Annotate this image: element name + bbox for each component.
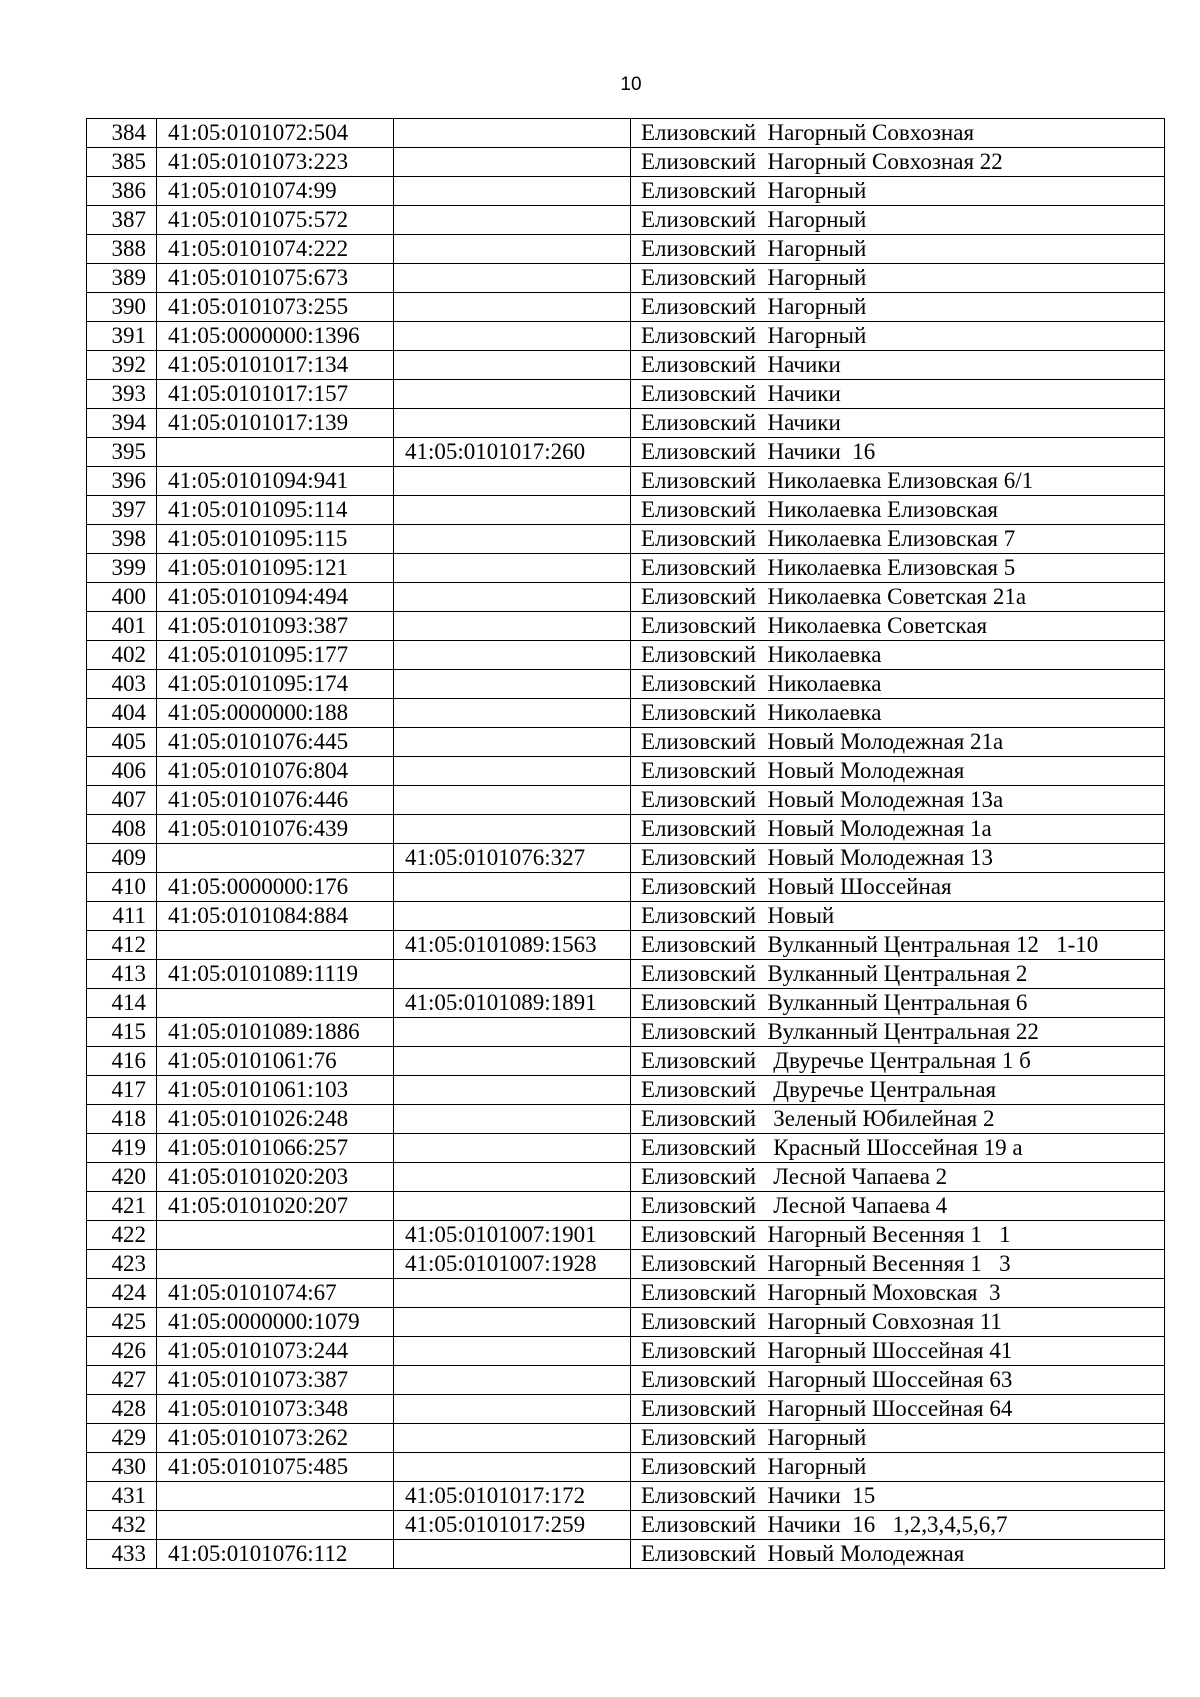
row-number-cell: 413 bbox=[87, 960, 157, 989]
cadastral-number-cell bbox=[157, 989, 394, 1018]
table-row bbox=[87, 380, 1165, 409]
building-cadastral-number-cell bbox=[394, 1395, 631, 1424]
address-cell: Елизовский Новый Молодежная 13а bbox=[631, 786, 1165, 815]
row-number-cell: 396 bbox=[87, 467, 157, 496]
row-number-cell: 416 bbox=[87, 1047, 157, 1076]
row-number-cell: 412 bbox=[87, 931, 157, 960]
cadastral-number-cell: 41:05:0101076:446 bbox=[157, 786, 394, 815]
table-row bbox=[87, 264, 1165, 293]
building-cadastral-number-cell bbox=[394, 670, 631, 699]
cadastral-number-cell bbox=[157, 1482, 394, 1511]
building-cadastral-number-cell: 41:05:0101007:1901 bbox=[394, 1221, 631, 1250]
row-number-cell: 415 bbox=[87, 1018, 157, 1047]
row-number-cell: 400 bbox=[87, 583, 157, 612]
row-number-cell: 409 bbox=[87, 844, 157, 873]
table-row bbox=[87, 931, 1165, 960]
cadastral-number-cell: 41:05:0101076:445 bbox=[157, 728, 394, 757]
address-cell: Елизовский Нагорный Совхозная 11 bbox=[631, 1308, 1165, 1337]
row-number-cell: 414 bbox=[87, 989, 157, 1018]
address-cell: Елизовский Новый Шоссейная bbox=[631, 873, 1165, 902]
row-number-cell: 421 bbox=[87, 1192, 157, 1221]
cadastral-number-cell: 41:05:0101095:177 bbox=[157, 641, 394, 670]
cadastral-number-cell: 41:05:0101095:174 bbox=[157, 670, 394, 699]
address-cell: Елизовский Николаевка Елизовская 5 bbox=[631, 554, 1165, 583]
building-cadastral-number-cell bbox=[394, 1540, 631, 1569]
address-cell: Елизовский Николаевка Елизовская bbox=[631, 496, 1165, 525]
cadastral-number-cell: 41:05:0101073:387 bbox=[157, 1366, 394, 1395]
building-cadastral-number-cell bbox=[394, 206, 631, 235]
cadastral-number-cell: 41:05:0101084:884 bbox=[157, 902, 394, 931]
row-number-cell: 401 bbox=[87, 612, 157, 641]
row-number-cell: 389 bbox=[87, 264, 157, 293]
building-cadastral-number-cell: 41:05:0101076:327 bbox=[394, 844, 631, 873]
cadastral-number-cell: 41:05:0101075:485 bbox=[157, 1453, 394, 1482]
row-number-cell: 384 bbox=[87, 119, 157, 148]
building-cadastral-number-cell: 41:05:0101089:1891 bbox=[394, 989, 631, 1018]
address-cell: Елизовский Новый Молодежная bbox=[631, 1540, 1165, 1569]
row-number-cell: 418 bbox=[87, 1105, 157, 1134]
building-cadastral-number-cell bbox=[394, 1076, 631, 1105]
address-cell: Елизовский Двуречье Центральная bbox=[631, 1076, 1165, 1105]
cadastral-number-cell: 41:05:0101017:157 bbox=[157, 380, 394, 409]
table-row bbox=[87, 554, 1165, 583]
cadastral-number-cell: 41:05:0101095:121 bbox=[157, 554, 394, 583]
building-cadastral-number-cell bbox=[394, 525, 631, 554]
address-cell: Елизовский Нагорный Шоссейная 63 bbox=[631, 1366, 1165, 1395]
row-number-cell: 392 bbox=[87, 351, 157, 380]
table-row bbox=[87, 467, 1165, 496]
address-cell: Елизовский Николаевка Советская 21а bbox=[631, 583, 1165, 612]
page-number: 10 bbox=[620, 74, 642, 95]
table-row bbox=[87, 1308, 1165, 1337]
cadastral-number-cell: 41:05:0101017:134 bbox=[157, 351, 394, 380]
building-cadastral-number-cell bbox=[394, 1192, 631, 1221]
cadastral-number-cell: 41:05:0101076:804 bbox=[157, 757, 394, 786]
cadastral-number-cell bbox=[157, 844, 394, 873]
address-cell: Елизовский Лесной Чапаева 2 bbox=[631, 1163, 1165, 1192]
cadastral-number-cell: 41:05:0101061:103 bbox=[157, 1076, 394, 1105]
address-cell: Елизовский Зеленый Юбилейная 2 bbox=[631, 1105, 1165, 1134]
table-row bbox=[87, 525, 1165, 554]
address-cell: Елизовский Нагорный bbox=[631, 264, 1165, 293]
table-row bbox=[87, 757, 1165, 786]
cadastral-number-cell: 41:05:0101074:67 bbox=[157, 1279, 394, 1308]
building-cadastral-number-cell bbox=[394, 786, 631, 815]
row-number-cell: 430 bbox=[87, 1453, 157, 1482]
building-cadastral-number-cell bbox=[394, 554, 631, 583]
building-cadastral-number-cell bbox=[394, 409, 631, 438]
cadastral-number-cell: 41:05:0000000:176 bbox=[157, 873, 394, 902]
table-row bbox=[87, 119, 1165, 148]
cadastral-number-cell: 41:05:0101026:248 bbox=[157, 1105, 394, 1134]
building-cadastral-number-cell bbox=[394, 322, 631, 351]
cadastral-number-cell bbox=[157, 1250, 394, 1279]
building-cadastral-number-cell bbox=[394, 1424, 631, 1453]
building-cadastral-number-cell bbox=[394, 699, 631, 728]
building-cadastral-number-cell bbox=[394, 873, 631, 902]
address-cell: Елизовский Новый Молодежная 1а bbox=[631, 815, 1165, 844]
address-cell: Елизовский Нагорный bbox=[631, 293, 1165, 322]
table-row bbox=[87, 1250, 1165, 1279]
building-cadastral-number-cell bbox=[394, 148, 631, 177]
row-number-cell: 397 bbox=[87, 496, 157, 525]
address-cell: Елизовский Николаевка Елизовская 6/1 bbox=[631, 467, 1165, 496]
address-cell: Елизовский Начики bbox=[631, 351, 1165, 380]
building-cadastral-number-cell bbox=[394, 293, 631, 322]
table-row bbox=[87, 670, 1165, 699]
address-cell: Елизовский Нагорный Весенняя 1 3 bbox=[631, 1250, 1165, 1279]
building-cadastral-number-cell bbox=[394, 1047, 631, 1076]
table-row bbox=[87, 496, 1165, 525]
cadastral-number-cell: 41:05:0101074:99 bbox=[157, 177, 394, 206]
table-row bbox=[87, 844, 1165, 873]
building-cadastral-number-cell: 41:05:0101017:172 bbox=[394, 1482, 631, 1511]
cadastral-number-cell: 41:05:0000000:188 bbox=[157, 699, 394, 728]
cadastral-number-cell: 41:05:0101093:387 bbox=[157, 612, 394, 641]
table-row bbox=[87, 177, 1165, 206]
cadastral-number-cell: 41:05:0101089:1886 bbox=[157, 1018, 394, 1047]
row-number-cell: 425 bbox=[87, 1308, 157, 1337]
building-cadastral-number-cell bbox=[394, 1163, 631, 1192]
row-number-cell: 386 bbox=[87, 177, 157, 206]
building-cadastral-number-cell bbox=[394, 612, 631, 641]
row-number-cell: 391 bbox=[87, 322, 157, 351]
cadastral-number-cell: 41:05:0101073:255 bbox=[157, 293, 394, 322]
cadastral-number-cell: 41:05:0101094:494 bbox=[157, 583, 394, 612]
row-number-cell: 393 bbox=[87, 380, 157, 409]
address-cell: Елизовский Новый Молодежная bbox=[631, 757, 1165, 786]
cadastral-number-cell: 41:05:0000000:1396 bbox=[157, 322, 394, 351]
row-number-cell: 394 bbox=[87, 409, 157, 438]
cadastral-number-cell: 41:05:0101020:203 bbox=[157, 1163, 394, 1192]
address-cell: Елизовский Нагорный bbox=[631, 1424, 1165, 1453]
row-number-cell: 395 bbox=[87, 438, 157, 467]
building-cadastral-number-cell bbox=[394, 960, 631, 989]
table-row bbox=[87, 1076, 1165, 1105]
building-cadastral-number-cell bbox=[394, 757, 631, 786]
cadastral-number-cell: 41:05:0101089:1119 bbox=[157, 960, 394, 989]
address-cell: Елизовский Нагорный Совхозная bbox=[631, 119, 1165, 148]
table-row bbox=[87, 148, 1165, 177]
table-row bbox=[87, 1221, 1165, 1250]
row-number-cell: 411 bbox=[87, 902, 157, 931]
address-cell: Елизовский Нагорный Весенняя 1 1 bbox=[631, 1221, 1165, 1250]
address-cell: Елизовский Нагорный bbox=[631, 322, 1165, 351]
address-cell: Елизовский Нагорный bbox=[631, 177, 1165, 206]
building-cadastral-number-cell bbox=[394, 583, 631, 612]
row-number-cell: 410 bbox=[87, 873, 157, 902]
building-cadastral-number-cell bbox=[394, 1134, 631, 1163]
address-cell: Елизовский Нагорный bbox=[631, 235, 1165, 264]
address-cell: Елизовский Начики 16 1,2,3,4,5,6,7 bbox=[631, 1511, 1165, 1540]
table-row bbox=[87, 699, 1165, 728]
address-cell: Елизовский Начики bbox=[631, 409, 1165, 438]
cadastral-number-cell: 41:05:0101073:262 bbox=[157, 1424, 394, 1453]
row-number-cell: 420 bbox=[87, 1163, 157, 1192]
cadastral-number-cell: 41:05:0101095:114 bbox=[157, 496, 394, 525]
registry-table bbox=[86, 118, 1165, 1569]
building-cadastral-number-cell bbox=[394, 1308, 631, 1337]
cadastral-number-cell: 41:05:0000000:1079 bbox=[157, 1308, 394, 1337]
address-cell: Елизовский Николаевка bbox=[631, 641, 1165, 670]
building-cadastral-number-cell bbox=[394, 1337, 631, 1366]
row-number-cell: 428 bbox=[87, 1395, 157, 1424]
building-cadastral-number-cell: 41:05:0101007:1928 bbox=[394, 1250, 631, 1279]
row-number-cell: 402 bbox=[87, 641, 157, 670]
address-cell: Елизовский Начики bbox=[631, 380, 1165, 409]
table-row bbox=[87, 438, 1165, 467]
cadastral-number-cell: 41:05:0101095:115 bbox=[157, 525, 394, 554]
table-row bbox=[87, 1047, 1165, 1076]
row-number-cell: 405 bbox=[87, 728, 157, 757]
address-cell: Елизовский Николаевка bbox=[631, 699, 1165, 728]
building-cadastral-number-cell bbox=[394, 1366, 631, 1395]
table-row bbox=[87, 786, 1165, 815]
cadastral-number-cell: 41:05:0101074:222 bbox=[157, 235, 394, 264]
building-cadastral-number-cell bbox=[394, 177, 631, 206]
address-cell: Елизовский Вулканный Центральная 6 bbox=[631, 989, 1165, 1018]
table-row bbox=[87, 1337, 1165, 1366]
table-row bbox=[87, 815, 1165, 844]
building-cadastral-number-cell bbox=[394, 815, 631, 844]
building-cadastral-number-cell bbox=[394, 467, 631, 496]
row-number-cell: 423 bbox=[87, 1250, 157, 1279]
cadastral-number-cell bbox=[157, 1221, 394, 1250]
table-row bbox=[87, 322, 1165, 351]
table-row bbox=[87, 1453, 1165, 1482]
table-row bbox=[87, 1540, 1165, 1569]
cadastral-number-cell: 41:05:0101075:673 bbox=[157, 264, 394, 293]
row-number-cell: 398 bbox=[87, 525, 157, 554]
address-cell: Елизовский Новый Молодежная 13 bbox=[631, 844, 1165, 873]
building-cadastral-number-cell bbox=[394, 351, 631, 380]
row-number-cell: 390 bbox=[87, 293, 157, 322]
building-cadastral-number-cell bbox=[394, 641, 631, 670]
building-cadastral-number-cell: 41:05:0101089:1563 bbox=[394, 931, 631, 960]
table-row bbox=[87, 351, 1165, 380]
table-row bbox=[87, 235, 1165, 264]
row-number-cell: 432 bbox=[87, 1511, 157, 1540]
table-row bbox=[87, 1018, 1165, 1047]
row-number-cell: 385 bbox=[87, 148, 157, 177]
row-number-cell: 433 bbox=[87, 1540, 157, 1569]
table-row bbox=[87, 583, 1165, 612]
address-cell: Елизовский Начики 15 bbox=[631, 1482, 1165, 1511]
cadastral-number-cell: 41:05:0101066:257 bbox=[157, 1134, 394, 1163]
table-row bbox=[87, 1511, 1165, 1540]
cadastral-number-cell: 41:05:0101094:941 bbox=[157, 467, 394, 496]
address-cell: Елизовский Красный Шоссейная 19 а bbox=[631, 1134, 1165, 1163]
table-row bbox=[87, 1395, 1165, 1424]
building-cadastral-number-cell: 41:05:0101017:260 bbox=[394, 438, 631, 467]
registry-table-body bbox=[87, 119, 1165, 1569]
table-row bbox=[87, 873, 1165, 902]
address-cell: Елизовский Нагорный Совхозная 22 bbox=[631, 148, 1165, 177]
building-cadastral-number-cell bbox=[394, 1018, 631, 1047]
cadastral-number-cell bbox=[157, 438, 394, 467]
address-cell: Елизовский Николаевка bbox=[631, 670, 1165, 699]
address-cell: Елизовский Нагорный Моховская 3 bbox=[631, 1279, 1165, 1308]
cadastral-number-cell: 41:05:0101076:112 bbox=[157, 1540, 394, 1569]
row-number-cell: 404 bbox=[87, 699, 157, 728]
building-cadastral-number-cell bbox=[394, 496, 631, 525]
table-row bbox=[87, 612, 1165, 641]
row-number-cell: 422 bbox=[87, 1221, 157, 1250]
row-number-cell: 387 bbox=[87, 206, 157, 235]
address-cell: Елизовский Новый Молодежная 21а bbox=[631, 728, 1165, 757]
address-cell: Елизовский Вулканный Центральная 22 bbox=[631, 1018, 1165, 1047]
table-row bbox=[87, 728, 1165, 757]
cadastral-number-cell: 41:05:0101020:207 bbox=[157, 1192, 394, 1221]
table-row bbox=[87, 1424, 1165, 1453]
building-cadastral-number-cell bbox=[394, 119, 631, 148]
cadastral-number-cell: 41:05:0101076:439 bbox=[157, 815, 394, 844]
table-row bbox=[87, 1192, 1165, 1221]
cadastral-number-cell: 41:05:0101073:244 bbox=[157, 1337, 394, 1366]
table-row bbox=[87, 902, 1165, 931]
cadastral-number-cell: 41:05:0101061:76 bbox=[157, 1047, 394, 1076]
row-number-cell: 403 bbox=[87, 670, 157, 699]
cadastral-number-cell: 41:05:0101017:139 bbox=[157, 409, 394, 438]
building-cadastral-number-cell bbox=[394, 1105, 631, 1134]
row-number-cell: 431 bbox=[87, 1482, 157, 1511]
cadastral-number-cell bbox=[157, 1511, 394, 1540]
table-row bbox=[87, 1366, 1165, 1395]
table-row bbox=[87, 409, 1165, 438]
row-number-cell: 399 bbox=[87, 554, 157, 583]
table-row bbox=[87, 1105, 1165, 1134]
table-row bbox=[87, 989, 1165, 1018]
table-row bbox=[87, 1134, 1165, 1163]
table-row bbox=[87, 1163, 1165, 1192]
cadastral-number-cell: 41:05:0101072:504 bbox=[157, 119, 394, 148]
row-number-cell: 408 bbox=[87, 815, 157, 844]
building-cadastral-number-cell bbox=[394, 380, 631, 409]
row-number-cell: 417 bbox=[87, 1076, 157, 1105]
building-cadastral-number-cell bbox=[394, 264, 631, 293]
building-cadastral-number-cell bbox=[394, 235, 631, 264]
table-row bbox=[87, 206, 1165, 235]
row-number-cell: 419 bbox=[87, 1134, 157, 1163]
address-cell: Елизовский Николаевка Советская bbox=[631, 612, 1165, 641]
building-cadastral-number-cell bbox=[394, 902, 631, 931]
table-row bbox=[87, 1482, 1165, 1511]
cadastral-number-cell: 41:05:0101073:223 bbox=[157, 148, 394, 177]
row-number-cell: 429 bbox=[87, 1424, 157, 1453]
address-cell: Елизовский Лесной Чапаева 4 bbox=[631, 1192, 1165, 1221]
cadastral-number-cell: 41:05:0101073:348 bbox=[157, 1395, 394, 1424]
cadastral-number-cell: 41:05:0101075:572 bbox=[157, 206, 394, 235]
address-cell: Елизовский Нагорный Шоссейная 64 bbox=[631, 1395, 1165, 1424]
address-cell: Елизовский Николаевка Елизовская 7 bbox=[631, 525, 1165, 554]
address-cell: Елизовский Начики 16 bbox=[631, 438, 1165, 467]
table-row bbox=[87, 641, 1165, 670]
building-cadastral-number-cell bbox=[394, 1279, 631, 1308]
address-cell: Елизовский Вулканный Центральная 12 1-10 bbox=[631, 931, 1165, 960]
row-number-cell: 388 bbox=[87, 235, 157, 264]
address-cell: Елизовский Вулканный Центральная 2 bbox=[631, 960, 1165, 989]
row-number-cell: 427 bbox=[87, 1366, 157, 1395]
cadastral-number-cell bbox=[157, 931, 394, 960]
address-cell: Елизовский Нагорный Шоссейная 41 bbox=[631, 1337, 1165, 1366]
building-cadastral-number-cell bbox=[394, 1453, 631, 1482]
table-row bbox=[87, 1279, 1165, 1308]
table-row bbox=[87, 960, 1165, 989]
row-number-cell: 407 bbox=[87, 786, 157, 815]
building-cadastral-number-cell: 41:05:0101017:259 bbox=[394, 1511, 631, 1540]
row-number-cell: 406 bbox=[87, 757, 157, 786]
building-cadastral-number-cell bbox=[394, 728, 631, 757]
address-cell: Елизовский Новый bbox=[631, 902, 1165, 931]
table-row bbox=[87, 293, 1165, 322]
address-cell: Елизовский Двуречье Центральная 1 б bbox=[631, 1047, 1165, 1076]
address-cell: Елизовский Нагорный bbox=[631, 206, 1165, 235]
row-number-cell: 426 bbox=[87, 1337, 157, 1366]
address-cell: Елизовский Нагорный bbox=[631, 1453, 1165, 1482]
row-number-cell: 424 bbox=[87, 1279, 157, 1308]
